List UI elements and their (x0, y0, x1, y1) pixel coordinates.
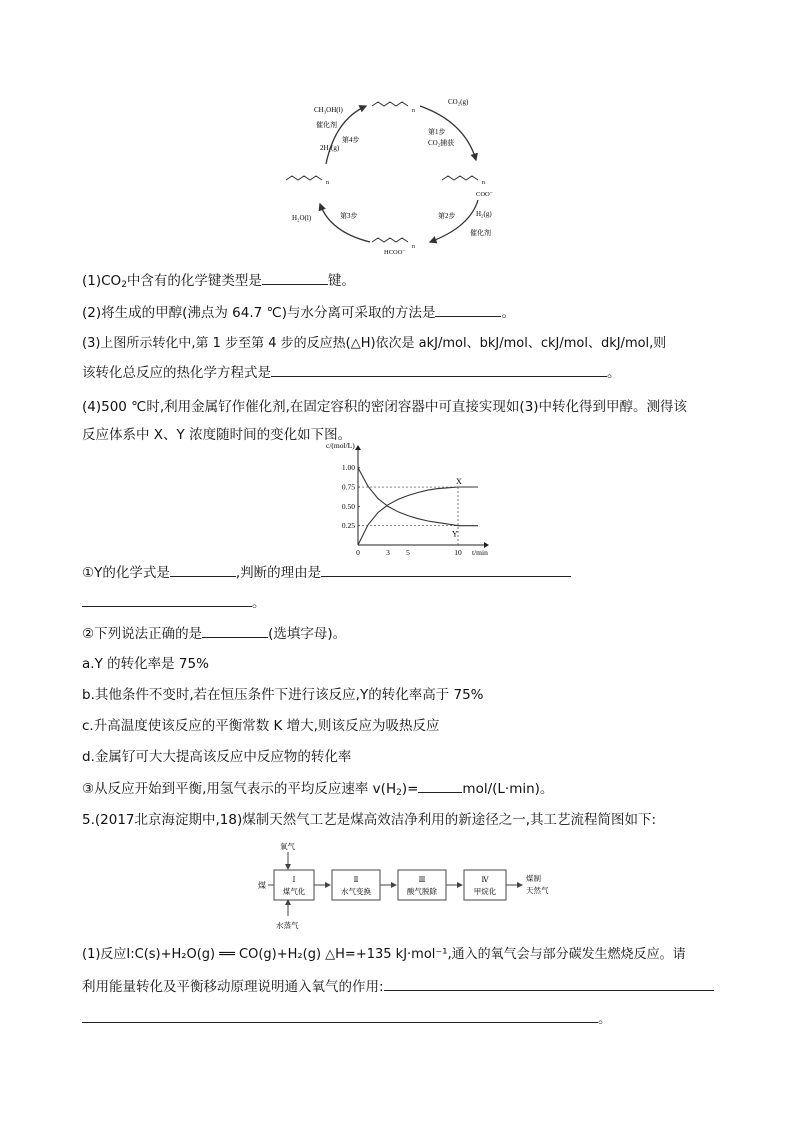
output-label-1: 煤制 (526, 874, 541, 883)
question-4-line1: (4)500 ℃时,利用金属钌作催化剂,在固定容积的密闭容器中可直接实现如(3)中转化得到甲醇。测得该 (82, 399, 688, 415)
x-tick-label: 5 (406, 548, 410, 557)
polymer-top (372, 102, 408, 106)
answer-blank[interactable] (82, 592, 252, 607)
co2-label: CO₂(g) (448, 98, 469, 106)
polymer-left (286, 176, 322, 180)
n-bottom: n (412, 244, 415, 250)
y-tick-label: 0.75 (341, 482, 355, 492)
question-4-line2: 反应体系中 X、Y 浓度随时间的变化如下图。 (82, 427, 352, 443)
y-tick-label: 0.50 (341, 501, 355, 511)
question-4-part1-cont: 。 (82, 592, 266, 613)
question-4-part1: ①Y的化学式是 ,判断的理由是 (82, 562, 571, 583)
answer-blank[interactable] (435, 302, 501, 317)
svg-text:酸气脱除: 酸气脱除 (407, 887, 437, 896)
water-label: H₂O(l) (292, 214, 312, 222)
question-3-line1: (3)上图所示转化中,第 1 步至第 4 步的反应热(△H)依次是 akJ/mol、bkJ/mol、ckJ/mol、dkJ/mol,则 (82, 336, 667, 351)
svg-text:Ⅳ: Ⅳ (481, 876, 489, 884)
svg-text:Ⅲ: Ⅲ (418, 876, 426, 884)
n-right: n (482, 180, 485, 186)
x-tick-label: 0 (356, 548, 360, 557)
steam-label: 水蒸气 (276, 921, 299, 930)
oxygen-label: 氧气 (280, 842, 295, 851)
x-tick-label: 3 (386, 548, 390, 557)
output-label-2: 天然气 (526, 886, 549, 895)
step2-label: 第2步 (438, 212, 456, 220)
series-Y-label: Y (452, 529, 458, 539)
svg-text:水气变换: 水气变换 (341, 887, 371, 896)
option-c: c.升高温度使该反应的平衡常数 K 增大,则该反应为吸热反应 (82, 718, 440, 734)
answer-blank[interactable] (170, 562, 236, 577)
concentration-chart (318, 441, 498, 565)
question-2: (2)将生成的甲醇(沸点为 64.7 ℃)与水分离可采取的方法是 。 (82, 302, 515, 323)
question-4-part2: ②下列说法正确的是 (选填字母)。 (82, 623, 346, 644)
process-flow-diagram (240, 836, 570, 936)
question-5-1-line1: (1)反应Ⅰ:C(s)+H₂O(g) ══ CO(g)+H₂(g) △H=+135 kJ·mol⁻¹,通入的氧气会与部分碳发生燃烧反应。请 (82, 947, 686, 962)
polymer-right (442, 176, 478, 180)
y-tick-label: 0.25 (341, 521, 355, 531)
coal-label: 煤 (258, 881, 266, 890)
x-tick-label: 10 (454, 548, 462, 557)
svg-text:煤气化: 煤气化 (282, 887, 306, 896)
n-left: n (326, 180, 329, 186)
catalyst-label: 催化剂 (316, 121, 337, 129)
question-3-line2: 该转化总反应的热化学方程式是 。 (82, 362, 621, 383)
catalyst2-label: 催化剂 (470, 229, 491, 237)
capture-label: CO₂捕获 (428, 139, 455, 147)
question-5-intro: 5.(2017北京海淀期中,18)煤制天然气工艺是煤高效洁净利用的新途径之一,其工艺流程简图如下: (82, 812, 657, 828)
x-axis-label: t/min (472, 548, 488, 557)
answer-blank[interactable] (82, 1008, 598, 1023)
polymer-bottom (372, 238, 408, 242)
y-axis-label: c/(mol/L) (326, 441, 355, 450)
answer-blank[interactable] (418, 778, 462, 793)
answer-blank[interactable] (321, 562, 571, 577)
step3-label: 第3步 (340, 212, 358, 220)
y-axis-arrow (355, 445, 361, 450)
question-4-part3: ③从反应开始到平衡,用氢气表示的平均反应速率 $v(H_2)= mol/(L\cdot\min)$。 (82, 778, 553, 799)
svg-text:Ⅱ: Ⅱ (353, 876, 359, 884)
option-a: a.Y 的转化率是 75% (82, 656, 209, 672)
cycle-arrow-step4 (326, 106, 366, 164)
svg-text:Ⅰ: Ⅰ (292, 876, 296, 884)
flow-box-1 (274, 870, 314, 900)
y-tick-label: 1.00 (341, 463, 355, 473)
question-1: $(1)CO_2$中含有的化学键类型是 键。 (82, 270, 355, 291)
svg-text:甲烷化: 甲烷化 (473, 887, 497, 896)
option-d: d.金属钌可大大提高该反应中反应物的转化率 (82, 749, 352, 765)
flow-box-3 (398, 870, 446, 900)
hcoo-label: HCOO⁻ (384, 249, 406, 256)
answer-blank[interactable] (262, 270, 328, 285)
answer-blank[interactable] (384, 976, 714, 991)
h2-label-step2: H₂(g) (476, 210, 492, 218)
question-5-1-line3: 。 (82, 1008, 612, 1029)
cycle-arrow-step3 (320, 204, 370, 242)
step1-label: 第1步 (428, 128, 446, 136)
option-b: b.其他条件不变时,若在恒压条件下进行该反应,Y的转化率高于 75% (82, 687, 484, 703)
n-top: n (412, 108, 415, 114)
methanol-label: CH₃OH(l) (314, 106, 343, 114)
series-X-label: X (456, 477, 462, 487)
step4-label: 第4步 (342, 136, 360, 144)
question-5-1-line2: 利用能量转化及平衡移动原理说明通入氧气的作用: (82, 976, 714, 997)
h2-label-step4: 2H₂(g) (320, 144, 340, 152)
coo-label: COO⁻ (476, 191, 494, 198)
answer-blank[interactable] (271, 362, 607, 377)
reaction-cycle-diagram (280, 92, 510, 256)
flow-box-4 (464, 870, 506, 900)
answer-blank[interactable] (202, 623, 268, 638)
flow-box-2 (332, 870, 380, 900)
